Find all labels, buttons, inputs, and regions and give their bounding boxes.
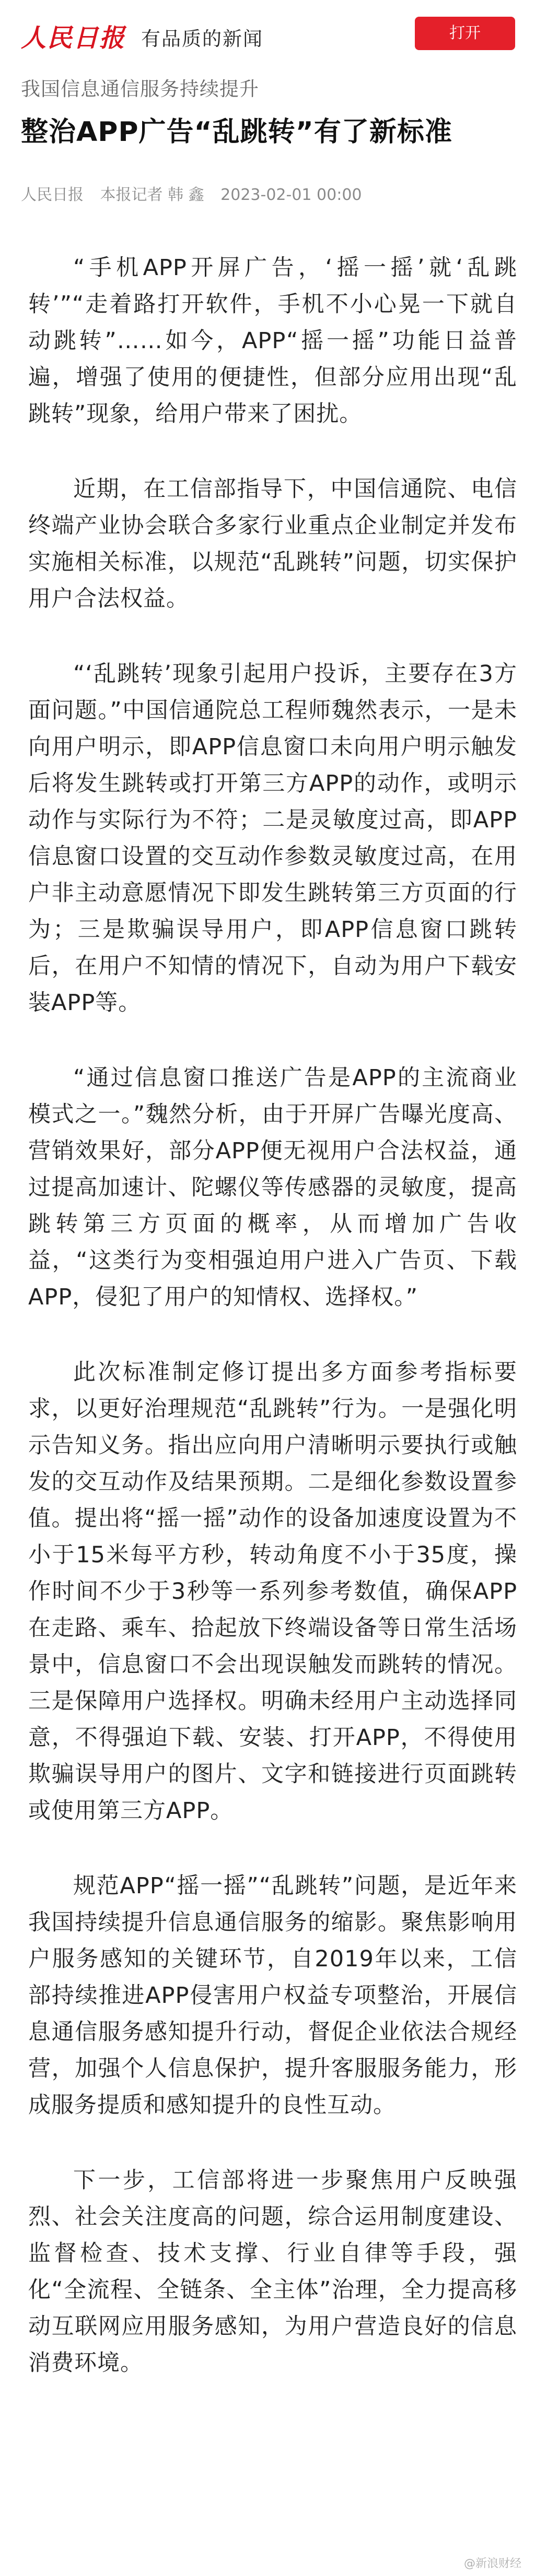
article-body [28,250,517,2420]
open-app-button[interactable]: 打开 [415,17,515,50]
article-paragraph: 近期，在工信部指导下，中国信通院、电信终端产业协会联合多家行业重点企业制定并发布实施相关标准，以规范“乱跳转”问题，切实保护用户合法权益。 [28,476,517,612]
article-paragraph: “‘乱跳转’现象引起用户投诉，主要存在3方面问题。”中国信通院总工程师魏然表示，一是未向用户明示，即APP信息窗口未向用户明示触发后将发生跳转或打开第三方APP的动作，或明示动作与实际行为不符；二是灵敏度过高，即APP信息窗口设置的交互动作参数灵敏度过高，在用户非主动意愿情况下即发生跳转第三方页面的行为；三是欺骗误导用户，即APP信息窗口跳转后，在用户不知情的情况下，自动为用户下载安装APP等。 [28,661,517,1016]
article-kicker: 我国信息通信服务持续提升 [21,78,259,100]
article-paragraph: 规范APP“摇一摇”“乱跳转”问题，是近年来我国持续提升信息通信服务的缩影。聚焦影响用户服务感知的关键环节，自2019年以来，工信部持续推进APP侵害用户权益专项整治，开展信息通信服务感知提升行动，督促企业依法合规经营，加强个人信息保护，提升客服服务能力，形成服务提质和感知提升的良性互动。 [28,1873,517,2118]
app-slogan: 有品质的新闻 [141,28,263,50]
watermark: @新浪财经 [463,2557,521,2570]
article-date: 2023-02-01 00:00 [220,186,362,204]
article-paragraph: “通过信息窗口推送广告是APP的主流商业模式之一。”魏然分析，由于开屏广告曝光度高、营销效果好，部分APP便无视用户合法权益，通过提高加速计、陀螺仪等传感器的灵敏度，提高跳转第三方页面的概率，从而增加广告收益，“这类行为变相强迫用户进入广告页、下载APP，侵犯了用户的知情权、选择权。” [28,1065,517,1310]
top-bar [0,0,535,67]
article-paragraph: “手机APP开屏广告，‘摇一摇’就‘乱跳转’”“走着路打开软件，手机不小心晃一下就自动跳转”……如今，APP“摇一摇”功能日益普遍，增强了使用的便捷性，但部分应用出现“乱跳转”现象，给用户带来了困扰。 [28,255,517,427]
article-paragraph: 此次标准制定修订提出多方面参考指标要求，以更好治理规范“乱跳转”行为。一是强化明示告知义务。指出应向用户清晰明示要执行或触发的交互动作及结果预期。二是细化参数设置参值。提出将“摇一摇”动作的设备加速度设置为不小于15米每平方秒，转动角度不小于35度，操作时间不少于3秒等一系列参考数值，确保APP在走路、乘车、拾起放下终端设备等日常生活场景中，信息窗口不会出现误触发而跳转的情况。三是保障用户选择权。明确未经用户主动选择同意，不得强迫下载、安装、打开APP，不得使用欺骗误导用户的图片、文字和链接进行页面跳转或使用第三方APP。 [28,1359,517,1824]
article-meta [21,182,374,205]
article-paragraph: 下一步，工信部将进一步聚焦用户反映强烈、社会关注度高的问题，综合运用制度建设、监督检查、技术支撑、行业自律等手段，强化“全流程、全链条、全主体”治理，全力提高移动互联网应用服务感知，为用户营造良好的信息消费环境。 [28,2167,517,2376]
article-title: 整治APP广告“乱跳转”有了新标准 [21,116,452,148]
article-source: 人民日报 [21,186,84,204]
article-author: 本报记者 韩 鑫 [100,186,204,204]
people-daily-logo[interactable]: 人民日报 [21,23,126,53]
